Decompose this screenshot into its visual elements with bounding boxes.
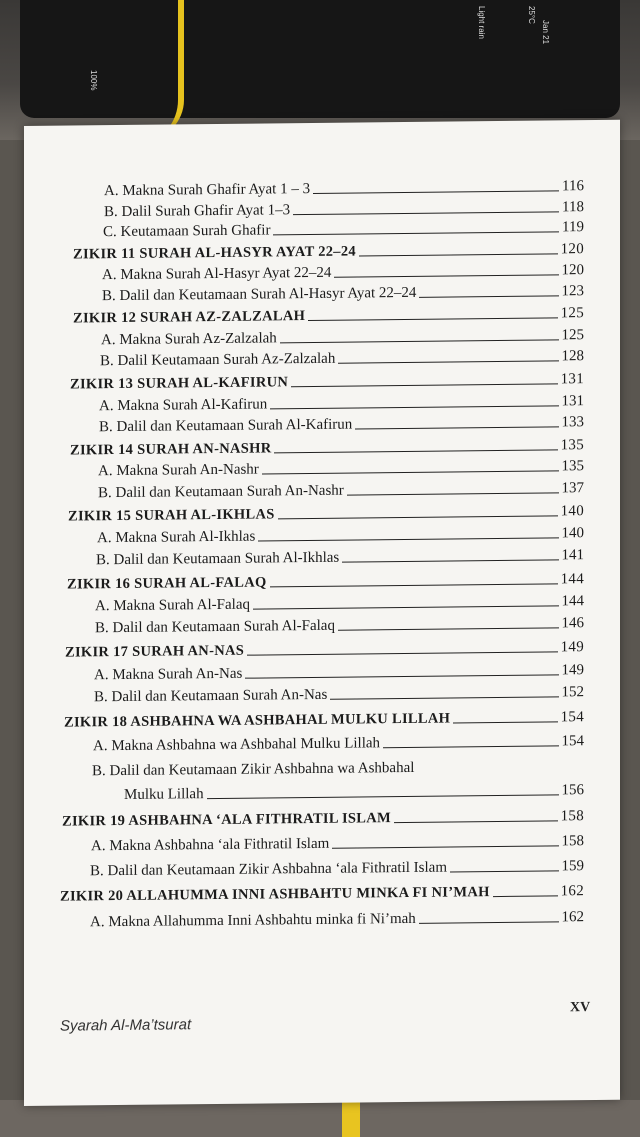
toc-chapter-row[interactable] xyxy=(70,437,584,459)
toc-page-number: 149 xyxy=(561,662,584,679)
toc-leader-line xyxy=(334,274,558,277)
temperature-text: 25°C xyxy=(527,6,536,24)
toc-entry-label: ZIKIR 12 SURAH AZ-ZALZALAH xyxy=(73,308,306,327)
toc-section-row[interactable] xyxy=(103,219,584,241)
toc-entry-label: A. Makna Surah Az-Zalzalah xyxy=(101,330,277,349)
weather-text: Light rain xyxy=(477,6,486,39)
toc-page-number: 120 xyxy=(561,262,584,279)
toc-chapter-row[interactable] xyxy=(62,808,584,830)
toc-entry-label: A. Makna Surah An-Nashr xyxy=(98,461,259,480)
toc-entry-label: ZIKIR 14 SURAH AN-NASHR xyxy=(70,440,272,459)
toc-leader-line xyxy=(383,745,558,748)
toc-section-row[interactable] xyxy=(90,909,584,931)
toc-entry-label: C. Keutamaan Surah Ghafir xyxy=(103,222,271,241)
toc-page-number: 120 xyxy=(560,241,584,258)
toc-page-number: 144 xyxy=(560,571,584,588)
toc-leader-line xyxy=(308,317,557,321)
toc-leader-line xyxy=(342,559,558,562)
toc-page-number: 140 xyxy=(560,503,584,520)
toc-section-row[interactable] xyxy=(92,758,584,780)
toc-page-number: 131 xyxy=(560,371,584,388)
toc-section-row[interactable] xyxy=(93,733,584,755)
background-bottom xyxy=(0,1100,640,1137)
toc-page-number: 123 xyxy=(561,283,584,300)
toc-page-number: 128 xyxy=(561,348,584,365)
toc-chapter-row[interactable] xyxy=(65,639,584,661)
laptop-device xyxy=(20,0,620,118)
toc-entry-label: ZIKIR 15 SURAH AL-IKHLAS xyxy=(68,506,275,525)
toc-page-number: 152 xyxy=(561,684,584,701)
toc-page-number: 118 xyxy=(562,199,584,216)
toc-entry-label: B. Dalil dan Keutamaan Surah An-Nas xyxy=(94,686,328,706)
toc-chapter-row[interactable] xyxy=(60,883,584,905)
toc-section-row[interactable] xyxy=(102,283,584,305)
toc-leader-line xyxy=(280,339,559,343)
toc-section-row[interactable] xyxy=(97,525,584,547)
toc-entry-label: ZIKIR 17 SURAH AN-NAS xyxy=(65,642,245,661)
table-of-contents xyxy=(24,120,620,1026)
toc-entry-label: B. Dalil dan Keutamaan Zikir Ashbahna wa Ashbahal xyxy=(92,759,415,780)
toc-chapter-row[interactable] xyxy=(73,241,584,263)
toc-chapter-row[interactable] xyxy=(67,571,584,593)
toc-section-row[interactable] xyxy=(96,547,584,569)
footer-page-number: XV xyxy=(570,1000,591,1016)
toc-page-number: 154 xyxy=(561,733,584,750)
toc-section-row[interactable] xyxy=(101,327,584,349)
toc-entry-label: B. Dalil dan Keutamaan Surah An-Nashr xyxy=(98,482,344,502)
toc-leader-line xyxy=(355,426,558,429)
toc-section-row[interactable] xyxy=(94,684,584,706)
toc-entry-label: B. Dalil dan Keutamaan Surah Al-Falaq xyxy=(95,617,335,637)
toc-leader-line xyxy=(253,605,559,609)
toc-entry-label: A. Makna Allahumma Inni Ashbahtu minka fi Ni’mah xyxy=(90,910,416,931)
toc-page-number: 158 xyxy=(561,833,584,850)
toc-chapter-row[interactable] xyxy=(70,371,584,393)
toc-page-number: 149 xyxy=(560,639,584,656)
toc-leader-line xyxy=(338,360,558,363)
toc-leader-line xyxy=(270,583,558,587)
toc-page-number: 125 xyxy=(560,305,584,322)
toc-page-number: 135 xyxy=(560,437,584,454)
toc-section-row[interactable] xyxy=(102,262,584,284)
toc-page-number: 146 xyxy=(561,615,584,632)
toc-page-number: 144 xyxy=(561,593,584,610)
toc-leader-line xyxy=(450,870,559,872)
toc-page-number: 140 xyxy=(561,525,584,542)
yellow-cable xyxy=(118,0,184,140)
toc-leader-line xyxy=(270,405,558,409)
toc-entry-label: A. Makna Surah Al-Falaq xyxy=(95,596,250,615)
toc-entry-label: ZIKIR 20 ALLAHUMMA INNI ASHBAHTU MINKA FI NI’MAH xyxy=(60,884,490,905)
toc-leader-line xyxy=(274,449,557,453)
toc-section-row[interactable] xyxy=(124,782,584,804)
toc-leader-line xyxy=(258,537,558,541)
toc-leader-line xyxy=(419,295,558,297)
toc-entry-label: A. Makna Surah An-Nas xyxy=(94,665,243,684)
toc-page-number: 137 xyxy=(561,480,584,497)
yellow-cable-bottom xyxy=(342,1102,360,1137)
toc-entry-label: A. Makna Surah Al-Hasyr Ayat 22–24 xyxy=(102,264,332,284)
toc-page-number: 119 xyxy=(562,219,584,236)
toc-leader-line xyxy=(338,627,559,630)
toc-page-number: 162 xyxy=(561,909,584,926)
toc-page-number: 125 xyxy=(561,327,584,344)
footer-book-title: Syarah Al-Ma’tsurat xyxy=(60,1016,192,1035)
toc-section-row[interactable] xyxy=(104,178,584,200)
toc-leader-line xyxy=(453,721,557,723)
toc-section-row[interactable] xyxy=(98,458,584,480)
toc-chapter-row[interactable] xyxy=(73,305,584,327)
toc-leader-line xyxy=(262,470,559,474)
toc-entry-label: B. Dalil dan Keutamaan Surah Al-Hasyr Ayat 22–24 xyxy=(102,284,417,305)
toc-entry-label: ZIKIR 13 SURAH AL-KAFIRUN xyxy=(70,374,289,393)
toc-page-number: 116 xyxy=(562,178,584,195)
toc-leader-line xyxy=(359,253,558,256)
toc-page-number: 156 xyxy=(561,782,584,799)
toc-leader-line xyxy=(347,492,559,495)
toc-page-number: 131 xyxy=(561,393,584,410)
toc-page-number: 162 xyxy=(560,883,584,900)
toc-chapter-row[interactable] xyxy=(64,709,584,731)
toc-page-number: 159 xyxy=(561,858,584,875)
toc-page-number: 135 xyxy=(561,458,584,475)
toc-leader-line xyxy=(273,231,559,235)
toc-section-row[interactable] xyxy=(98,480,584,502)
toc-section-row[interactable] xyxy=(100,348,584,370)
toc-entry-label: B. Dalil Surah Ghafir Ayat 1–3 xyxy=(104,202,291,221)
toc-entry-label: ZIKIR 18 ASHBAHNA WA ASHBAHAL MULKU LILLAH xyxy=(64,710,451,731)
battery-indicator: 100% xyxy=(89,70,98,91)
toc-leader-line xyxy=(247,651,557,655)
toc-section-row[interactable] xyxy=(99,414,584,436)
toc-entry-label: ZIKIR 16 SURAH AL-FALAQ xyxy=(67,574,267,593)
toc-entry-label: B. Dalil dan Keutamaan Surah Al-Ikhlas xyxy=(96,549,340,569)
toc-leader-line xyxy=(291,383,557,387)
toc-leader-line xyxy=(493,895,558,897)
toc-leader-line xyxy=(330,696,558,699)
toc-leader-line xyxy=(394,820,558,823)
toc-entry-label: A. Makna Ashbahna ‘ala Fithratil Islam xyxy=(91,835,330,855)
date-text: Jan 21 xyxy=(541,20,550,45)
toc-leader-line xyxy=(207,794,559,799)
toc-section-row[interactable] xyxy=(104,199,584,221)
toc-chapter-row[interactable] xyxy=(68,503,584,525)
toc-entry-label: B. Dalil Keutamaan Surah Az-Zalzalah xyxy=(100,350,336,370)
toc-page-number: 158 xyxy=(560,808,584,825)
toc-entry-label: A. Makna Surah Ghafir Ayat 1 – 3 xyxy=(104,181,311,200)
toc-leader-line xyxy=(278,515,558,519)
toc-section-row[interactable] xyxy=(95,593,584,615)
toc-page-number: 154 xyxy=(560,709,584,726)
toc-entry-label: B. Dalil dan Keutamaan Zikir Ashbahna ‘ala Fithratil Islam xyxy=(90,859,447,880)
toc-entry-label: ZIKIR 11 SURAH AL-HASYR AYAT 22–24 xyxy=(73,243,356,263)
toc-section-row[interactable] xyxy=(91,833,584,855)
toc-leader-line xyxy=(419,921,559,923)
toc-entry-label: B. Dalil dan Keutamaan Surah Al-Kafirun xyxy=(99,416,353,436)
toc-leader-line xyxy=(313,190,559,194)
toc-section-row[interactable] xyxy=(90,858,584,880)
toc-section-row[interactable] xyxy=(94,662,584,684)
toc-entry-label: A. Makna Ashbahna wa Ashbahal Mulku Lillah xyxy=(93,735,381,755)
toc-leader-line xyxy=(293,211,559,215)
toc-page-number: 133 xyxy=(561,414,584,431)
toc-section-row[interactable] xyxy=(95,615,584,637)
book-page xyxy=(24,120,620,1106)
toc-leader-line xyxy=(332,845,558,848)
toc-entry-label: A. Makna Surah Al-Ikhlas xyxy=(97,528,256,547)
toc-entry-label: ZIKIR 19 ASHBAHNA ‘ALA FITHRATIL ISLAM xyxy=(62,810,391,830)
toc-page-number: 141 xyxy=(561,547,584,564)
toc-entry-label: A. Makna Surah Al-Kafirun xyxy=(99,396,268,415)
toc-section-row[interactable] xyxy=(99,393,584,415)
toc-entry-label: Mulku Lillah xyxy=(124,786,204,803)
toc-leader-line xyxy=(245,674,558,678)
